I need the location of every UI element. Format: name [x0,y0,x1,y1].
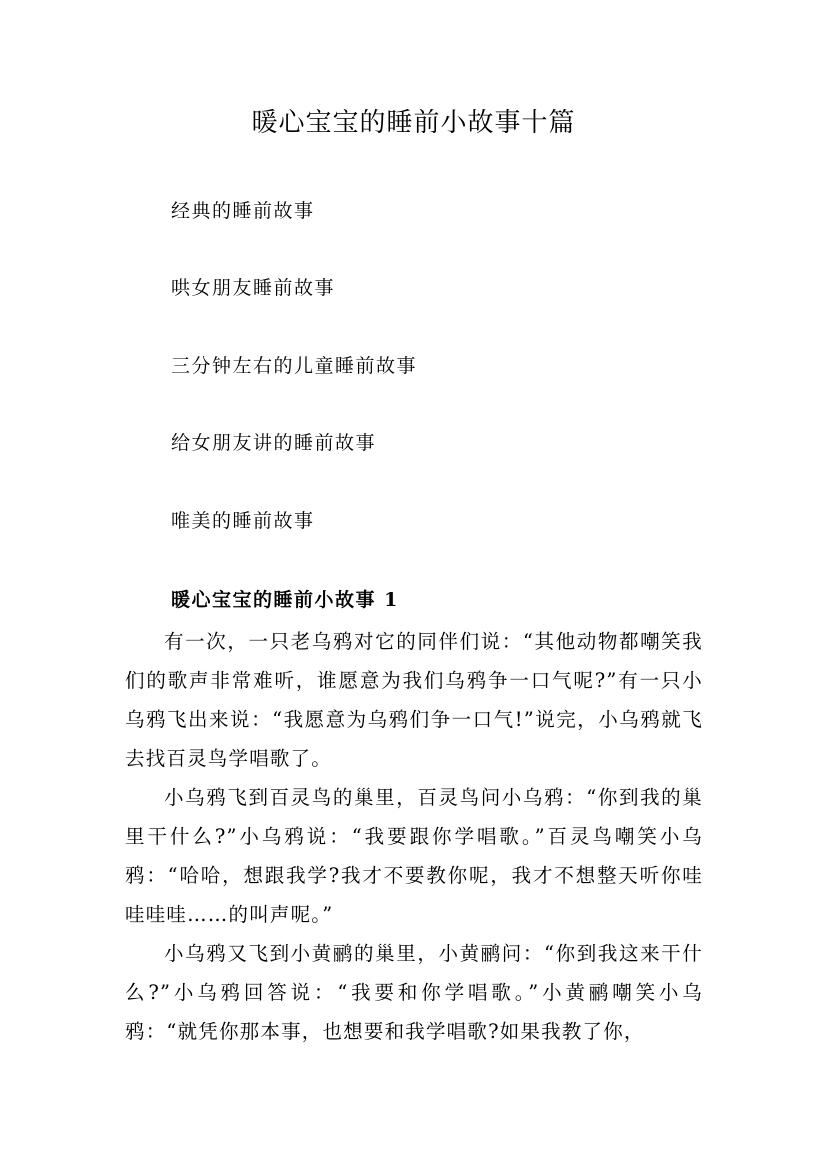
toc-item: 三分钟左右的儿童睡前故事 [171,355,418,377]
toc-item: 经典的睡前故事 [171,200,315,222]
paragraph: 有一次，一只老乌鸦对它的同伴们说：“其他动物都嘲笑我们的歌声非常难听，谁愿意为我们乌鸦争一口气呢?”有一只小乌鸦飞出来说：“我愿意为乌鸦们争一口气!”说完，小乌鸦就飞去找百灵鸟学唱歌了。 [125,630,703,770]
document-title: 暖心宝宝的睡前小故事十篇 [251,108,576,138]
toc-item: 唯美的睡前故事 [171,510,315,532]
paragraph: 小乌鸦又飞到小黄鹂的巢里，小黄鹂问：“你到我这来干什么?”小乌鸦回答说：“我要和你学唱歌。”小黄鹂嘲笑小乌鸦：“就凭你那本事，也想要和我学唱歌?如果我教了你， [125,942,703,1043]
story-heading: 暖心宝宝的睡前小故事 1 [171,589,399,611]
toc-item: 给女朋友讲的睡前故事 [171,432,377,454]
paragraph: 小乌鸦飞到百灵鸟的巢里，百灵鸟问小乌鸦：“你到我的巢里干什么?”小乌鸦说：“我要跟你学唱歌。”百灵鸟嘲笑小乌鸦：“哈哈，想跟我学?我才不要教你呢，我才不想整天听你哇哇哇哇……的叫声呢。” [125,786,703,926]
toc-item: 哄女朋友睡前故事 [171,277,336,299]
story-body [125,622,703,1051]
